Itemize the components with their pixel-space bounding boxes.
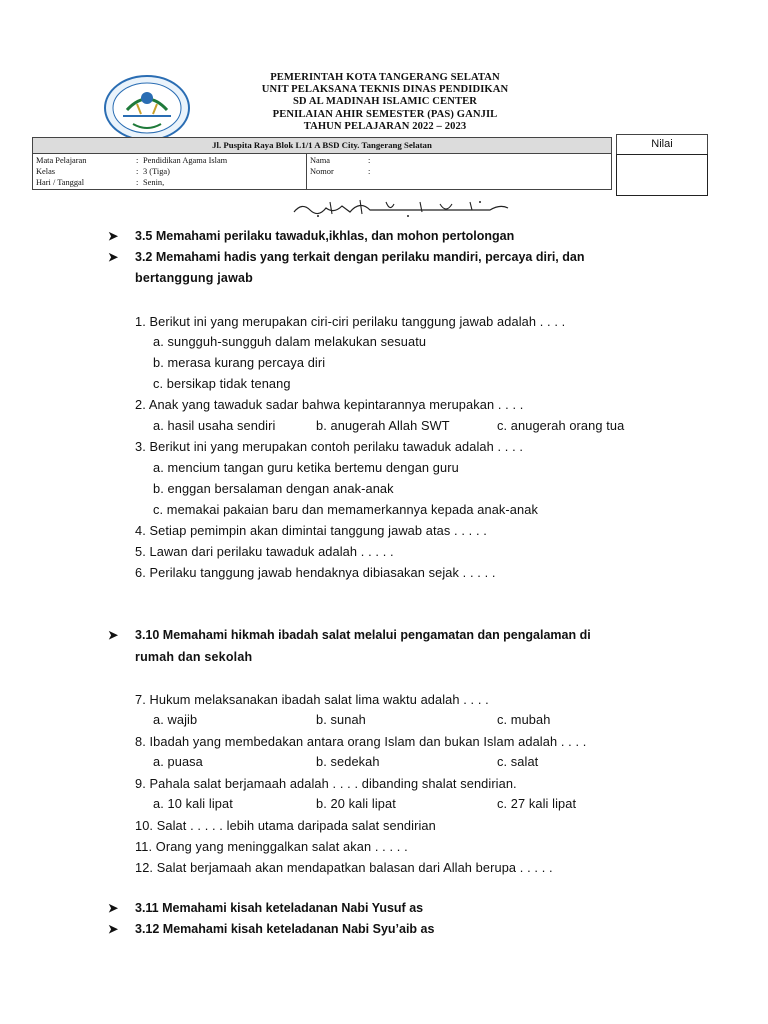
question-4: 4. Setiap pemimpin akan dimintai tanggung jawab atas . . . . . bbox=[135, 523, 487, 538]
option-7b: b. sunah bbox=[316, 712, 366, 727]
option-2c: c. anugerah orang tua bbox=[497, 418, 625, 433]
kelas-value: 3 (Tiga) bbox=[143, 167, 170, 176]
competency-3-5 bbox=[108, 229, 514, 243]
option-1a: a. sungguh-sungguh dalam melakukan sesuatu bbox=[153, 334, 427, 349]
kelas-row bbox=[36, 166, 170, 177]
nomor-label: Nomor bbox=[310, 167, 334, 176]
option-9a: a. 10 kali lipat bbox=[153, 796, 233, 811]
competency-3-12-text: 3.12 Memahami kisah keteladanan Nabi Syu’aib as bbox=[135, 922, 435, 936]
competency-3-10-text-cont: rumah dan sekolah bbox=[135, 650, 253, 664]
nama-label: Nama bbox=[310, 156, 330, 165]
question-6: 6. Perilaku tanggung jawab hendaknya dibiasakan sejak . . . . . bbox=[135, 565, 496, 580]
student-info-table bbox=[32, 154, 612, 190]
option-7c: c. mubah bbox=[497, 712, 551, 727]
mapel-colon: : bbox=[136, 156, 139, 165]
competency-3-12 bbox=[108, 922, 434, 936]
question-12: 12. Salat berjamaah akan mendapatkan balasan dari Allah berupa . . . . . bbox=[135, 860, 553, 875]
question-8: 8. Ibadah yang membedakan antara orang Islam dan bukan Islam adalah . . . . bbox=[135, 734, 587, 749]
hari-colon: : bbox=[136, 178, 139, 187]
option-1b: b. merasa kurang percaya diri bbox=[153, 355, 326, 370]
option-8a: a. puasa bbox=[153, 754, 203, 769]
question-7: 7. Hukum melaksanakan ibadah salat lima waktu adalah . . . . bbox=[135, 692, 489, 707]
option-9c: c. 27 kali lipat bbox=[497, 796, 577, 811]
nilai-score-box[interactable] bbox=[616, 154, 708, 196]
mapel-value: Pendidikan Agama Islam bbox=[143, 156, 228, 165]
option-3b: b. enggan bersalaman dengan anak-anak bbox=[153, 481, 394, 496]
question-5: 5. Lawan dari perilaku tawaduk adalah . . . . . bbox=[135, 544, 394, 559]
arrow-bullet-icon: ➤ bbox=[108, 250, 119, 264]
option-3c: c. memakai pakaian baru dan memamerkannya kepada anak-anak bbox=[153, 502, 538, 517]
question-2: 2. Anak yang tawaduk sadar bahwa kepintarannya merupakan . . . . bbox=[135, 397, 524, 412]
question-1: 1. Berikut ini yang merupakan ciri-ciri perilaku tanggung jawab adalah . . . . bbox=[135, 314, 566, 329]
option-8b: b. sedekah bbox=[316, 754, 380, 769]
nilai-label: Nilai bbox=[616, 134, 708, 154]
nomor-row[interactable] bbox=[310, 166, 375, 177]
question-11: 11. Orang yang meninggalkan salat akan . . . . . bbox=[135, 839, 408, 854]
competency-3-2 bbox=[108, 250, 584, 264]
arrow-bullet-icon: ➤ bbox=[108, 922, 119, 936]
kelas-colon: : bbox=[136, 167, 139, 176]
competency-3-2-text-cont: bertanggung jawab bbox=[135, 271, 253, 285]
header-line-3: SD AL MADINAH ISLAMIC CENTER bbox=[292, 96, 478, 108]
competency-3-10 bbox=[108, 628, 591, 642]
option-7a: a. wajib bbox=[153, 712, 198, 727]
question-9: 9. Pahala salat berjamaah adalah . . . . dibanding shalat sendirian. bbox=[135, 776, 517, 791]
arrow-bullet-icon: ➤ bbox=[108, 229, 119, 243]
competency-3-11 bbox=[108, 901, 423, 915]
hari-row bbox=[36, 177, 164, 188]
competency-3-10-text: 3.10 Memahami hikmah ibadah salat melalui pengamatan dan pengalaman di bbox=[135, 628, 591, 642]
option-1c: c. bersikap tidak tenang bbox=[153, 376, 291, 391]
header-line-5: TAHUN PELAJARAN 2022 – 2023 bbox=[303, 120, 467, 132]
hari-label: Hari / Tanggal bbox=[36, 178, 85, 187]
nama-colon: : bbox=[368, 156, 371, 165]
option-2b: b. anugerah Allah SWT bbox=[316, 418, 450, 433]
nama-row[interactable] bbox=[310, 155, 375, 166]
header-line-4: PENILAIAN AHIR SEMESTER (PAS) GANJIL bbox=[272, 108, 498, 120]
competency-3-5-text: 3.5 Memahami perilaku tawaduk,ikhlas, dan mohon pertolongan bbox=[135, 229, 515, 243]
question-3: 3. Berikut ini yang merupakan contoh perilaku tawaduk adalah . . . . bbox=[135, 439, 524, 454]
mapel-label: Mata Pelajaran bbox=[36, 156, 87, 165]
option-3a: a. mencium tangan guru ketika bertemu dengan guru bbox=[153, 460, 459, 475]
hari-value: Senin, bbox=[143, 178, 165, 187]
question-10: 10. Salat . . . . . lebih utama daripada salat sendirian bbox=[135, 818, 436, 833]
competency-3-11-text: 3.11 Memahami kisah keteladanan Nabi Yusuf as bbox=[135, 901, 424, 915]
school-logo bbox=[103, 74, 191, 142]
header-line-1: PEMERINTAH KOTA TANGERANG SELATAN bbox=[270, 72, 500, 83]
option-9b: b. 20 kali lipat bbox=[316, 796, 396, 811]
competency-3-2-text: 3.2 Memahami hadis yang terkait dengan perilaku mandiri, percaya diri, dan bbox=[135, 250, 585, 264]
mapel-row bbox=[36, 155, 227, 166]
option-8c: c. salat bbox=[497, 754, 539, 769]
letterhead bbox=[200, 72, 570, 133]
header-line-2: UNIT PELAKSANA TEKNIS DINAS PENDIDIKAN bbox=[261, 84, 509, 96]
option-2a: a. hasil usaha sendiri bbox=[153, 418, 276, 433]
arrow-bullet-icon: ➤ bbox=[108, 628, 119, 642]
bismillah-calligraphy bbox=[290, 196, 516, 220]
nomor-colon: : bbox=[368, 167, 371, 176]
kelas-label: Kelas bbox=[36, 167, 56, 176]
address-bar: Jl. Puspita Raya Blok L1/1 A BSD City. Tangerang Selatan bbox=[32, 137, 612, 154]
subject-info bbox=[33, 154, 307, 189]
arrow-bullet-icon: ➤ bbox=[108, 901, 119, 915]
